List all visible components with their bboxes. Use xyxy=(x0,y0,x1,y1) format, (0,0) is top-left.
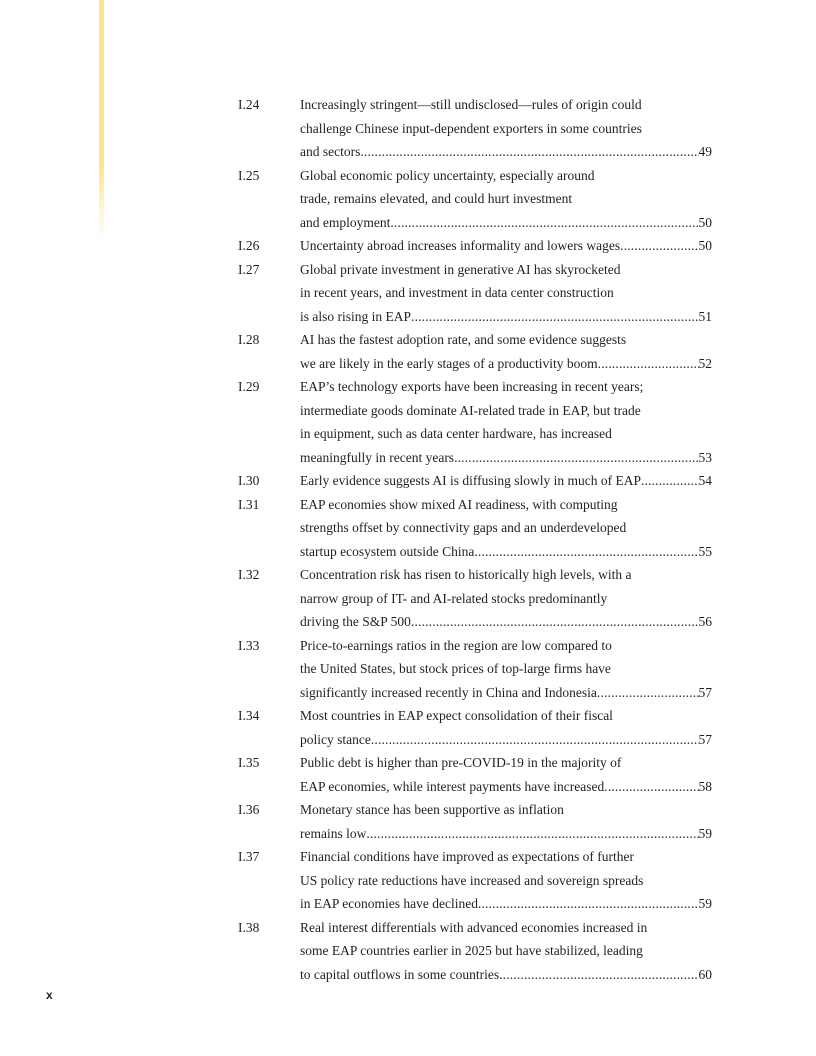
leader-dots xyxy=(499,963,698,987)
figure-title-line: Global economic policy uncertainty, especially around xyxy=(300,167,595,183)
leader-dots xyxy=(620,234,698,258)
toc-entry[interactable] xyxy=(238,798,712,845)
leader-dots xyxy=(604,775,698,799)
figure-title-line: Financial conditions have improved as expectations of further xyxy=(300,849,635,864)
figure-title-last-line xyxy=(300,305,712,329)
leader-dots xyxy=(474,540,698,564)
figure-title-text: meaningfully in recent years xyxy=(300,449,455,465)
figure-number: I.26 xyxy=(238,238,260,253)
page-reference[interactable]: 52 xyxy=(698,355,712,371)
figure-title-line: in equipment, such as data center hardware, has increased xyxy=(300,426,612,441)
page-reference[interactable]: 50 xyxy=(698,238,712,253)
figure-title-line: the United States, but stock prices of top-large firms have xyxy=(300,661,611,676)
figure-title-last-line xyxy=(300,352,712,376)
toc-entry[interactable] xyxy=(238,751,712,798)
figure-title-text: to capital outflows in some countries xyxy=(300,966,500,982)
figure-number: I.27 xyxy=(238,261,260,277)
figure-title-line: some EAP countries earlier in 2025 but have stabilized, leading xyxy=(300,943,643,958)
page-reference[interactable]: 55 xyxy=(698,543,712,559)
figure-title-last-line xyxy=(300,469,712,493)
figure-number: I.35 xyxy=(238,755,260,770)
figure-title-last-line xyxy=(300,775,712,799)
figure-title-text: in EAP economies have declined xyxy=(300,896,478,911)
figure-title-text: significantly increased recently in China and Indonesia xyxy=(300,684,597,700)
figure-title-text: and employment xyxy=(300,214,391,230)
figure-title-line: challenge Chinese input-dependent exporters in some countries xyxy=(300,120,642,136)
toc-entry[interactable] xyxy=(238,164,712,235)
figure-title-line: Public debt is higher than pre-COVID-19 in the majority of xyxy=(300,755,622,770)
page-reference[interactable]: 54 xyxy=(698,473,712,488)
leader-dots xyxy=(411,305,698,329)
leader-dots xyxy=(371,728,699,752)
page-reference[interactable]: 57 xyxy=(698,684,712,700)
figure-title-line: strengths offset by connectivity gaps and an underdeveloped xyxy=(300,520,627,535)
figure-title-line: EAP economies show mixed AI readiness, with computing xyxy=(300,496,618,512)
page-reference[interactable]: 49 xyxy=(698,144,712,159)
figure-title-line: Concentration risk has risen to historically high levels, with a xyxy=(300,567,632,582)
toc-entry[interactable] xyxy=(238,328,712,375)
toc-entry[interactable] xyxy=(238,493,712,564)
figure-title-text: is also rising in EAP xyxy=(300,308,412,324)
figure-title-last-line xyxy=(300,892,712,916)
figure-title-line: Increasingly stringent—still undisclosed—rules of origin could xyxy=(300,97,642,112)
figure-title-text: and sectors xyxy=(300,144,361,159)
figure-title-line: in recent years, and investment in data center construction xyxy=(300,285,614,300)
figure-title-line: EAP’s technology exports have been increasing in recent years; xyxy=(300,379,644,394)
page-reference[interactable]: 60 xyxy=(698,966,712,982)
leader-dots xyxy=(641,469,699,493)
toc-entry[interactable] xyxy=(238,258,712,329)
figure-title-text: we are likely in the early stages of a productivity boom xyxy=(300,355,598,371)
page-reference[interactable]: 51 xyxy=(698,308,712,324)
page-reference[interactable]: 59 xyxy=(698,825,712,841)
page-reference[interactable]: 53 xyxy=(698,449,712,465)
figure-number: I.31 xyxy=(238,496,260,512)
figure-title-line: narrow group of IT- and AI-related stocks predominantly xyxy=(300,590,608,606)
figure-number: I.32 xyxy=(238,567,260,582)
figure-title-line: Most countries in EAP expect consolidation of their fiscal xyxy=(300,708,613,723)
figure-title-text: remains low xyxy=(300,825,367,841)
toc-entry[interactable] xyxy=(238,916,712,987)
leader-dots xyxy=(598,352,699,376)
figure-number: I.29 xyxy=(238,379,260,394)
figure-title-last-line xyxy=(300,446,712,470)
figure-title-last-line xyxy=(300,540,712,564)
toc-entry[interactable] xyxy=(238,634,712,705)
list-of-figures xyxy=(238,93,712,986)
toc-entry[interactable] xyxy=(238,704,712,751)
leader-dots xyxy=(390,211,698,235)
figure-title-last-line xyxy=(300,822,712,846)
figure-title-text: Early evidence suggests AI is diffusing slowly in much of EAP xyxy=(300,473,641,488)
leader-dots xyxy=(366,822,698,846)
figure-title-text: EAP economies, while interest payments have increased xyxy=(300,778,605,794)
leader-dots xyxy=(411,610,699,634)
figure-number: I.36 xyxy=(238,802,260,817)
leader-dots xyxy=(454,446,698,470)
toc-entry[interactable] xyxy=(238,234,712,258)
figure-title-text: startup ecosystem outside China xyxy=(300,543,475,559)
figure-title-last-line xyxy=(300,234,712,258)
figure-title-line: US policy rate reductions have increased and sovereign spreads xyxy=(300,872,644,888)
figure-number: I.24 xyxy=(238,97,260,112)
figure-title-last-line xyxy=(300,211,712,235)
page-reference[interactable]: 57 xyxy=(698,731,712,747)
figure-title-last-line xyxy=(300,963,712,987)
figure-number: I.34 xyxy=(238,708,260,723)
figure-title-text: Uncertainty abroad increases informality and lowers wages xyxy=(300,238,621,253)
figure-title-text: driving the S&P 500 xyxy=(300,614,411,629)
figure-title-text: policy stance xyxy=(300,731,371,747)
figure-number: I.38 xyxy=(238,919,260,935)
figure-title-line: Global private investment in generative AI has skyrocketed xyxy=(300,261,621,277)
decorative-accent-bar xyxy=(99,0,104,240)
page-reference[interactable]: 58 xyxy=(698,778,712,794)
figure-number: I.37 xyxy=(238,849,260,864)
figure-title-line: intermediate goods dominate AI-related trade in EAP, but trade xyxy=(300,402,641,418)
figure-number: I.28 xyxy=(238,332,260,347)
figure-title-last-line xyxy=(300,681,712,705)
toc-entry[interactable] xyxy=(238,93,712,164)
figure-title-last-line xyxy=(300,610,712,634)
figure-title-line: Price-to-earnings ratios in the region are low compared to xyxy=(300,637,612,653)
page-number: x xyxy=(46,988,53,1002)
figure-number: I.33 xyxy=(238,637,260,653)
figure-title-line: Real interest differentials with advanced economies increased in xyxy=(300,919,648,935)
toc-entry[interactable] xyxy=(238,563,712,634)
leader-dots xyxy=(478,892,699,916)
figure-title-line: AI has the fastest adoption rate, and some evidence suggests xyxy=(300,332,627,347)
figure-title-line: Monetary stance has been supportive as inflation xyxy=(300,802,564,817)
figure-title-line: trade, remains elevated, and could hurt investment xyxy=(300,191,573,206)
leader-dots xyxy=(597,681,699,705)
figure-number: I.30 xyxy=(238,473,260,488)
toc-entry[interactable] xyxy=(238,845,712,916)
page-reference[interactable]: 56 xyxy=(698,614,712,629)
page-reference[interactable]: 59 xyxy=(698,896,712,911)
toc-entry[interactable] xyxy=(238,469,712,493)
toc-entry[interactable] xyxy=(238,375,712,469)
figure-title-last-line xyxy=(300,728,712,752)
figure-title-last-line xyxy=(300,140,712,164)
figure-number: I.25 xyxy=(238,167,260,183)
page-reference[interactable]: 50 xyxy=(698,214,712,230)
leader-dots xyxy=(360,140,698,164)
